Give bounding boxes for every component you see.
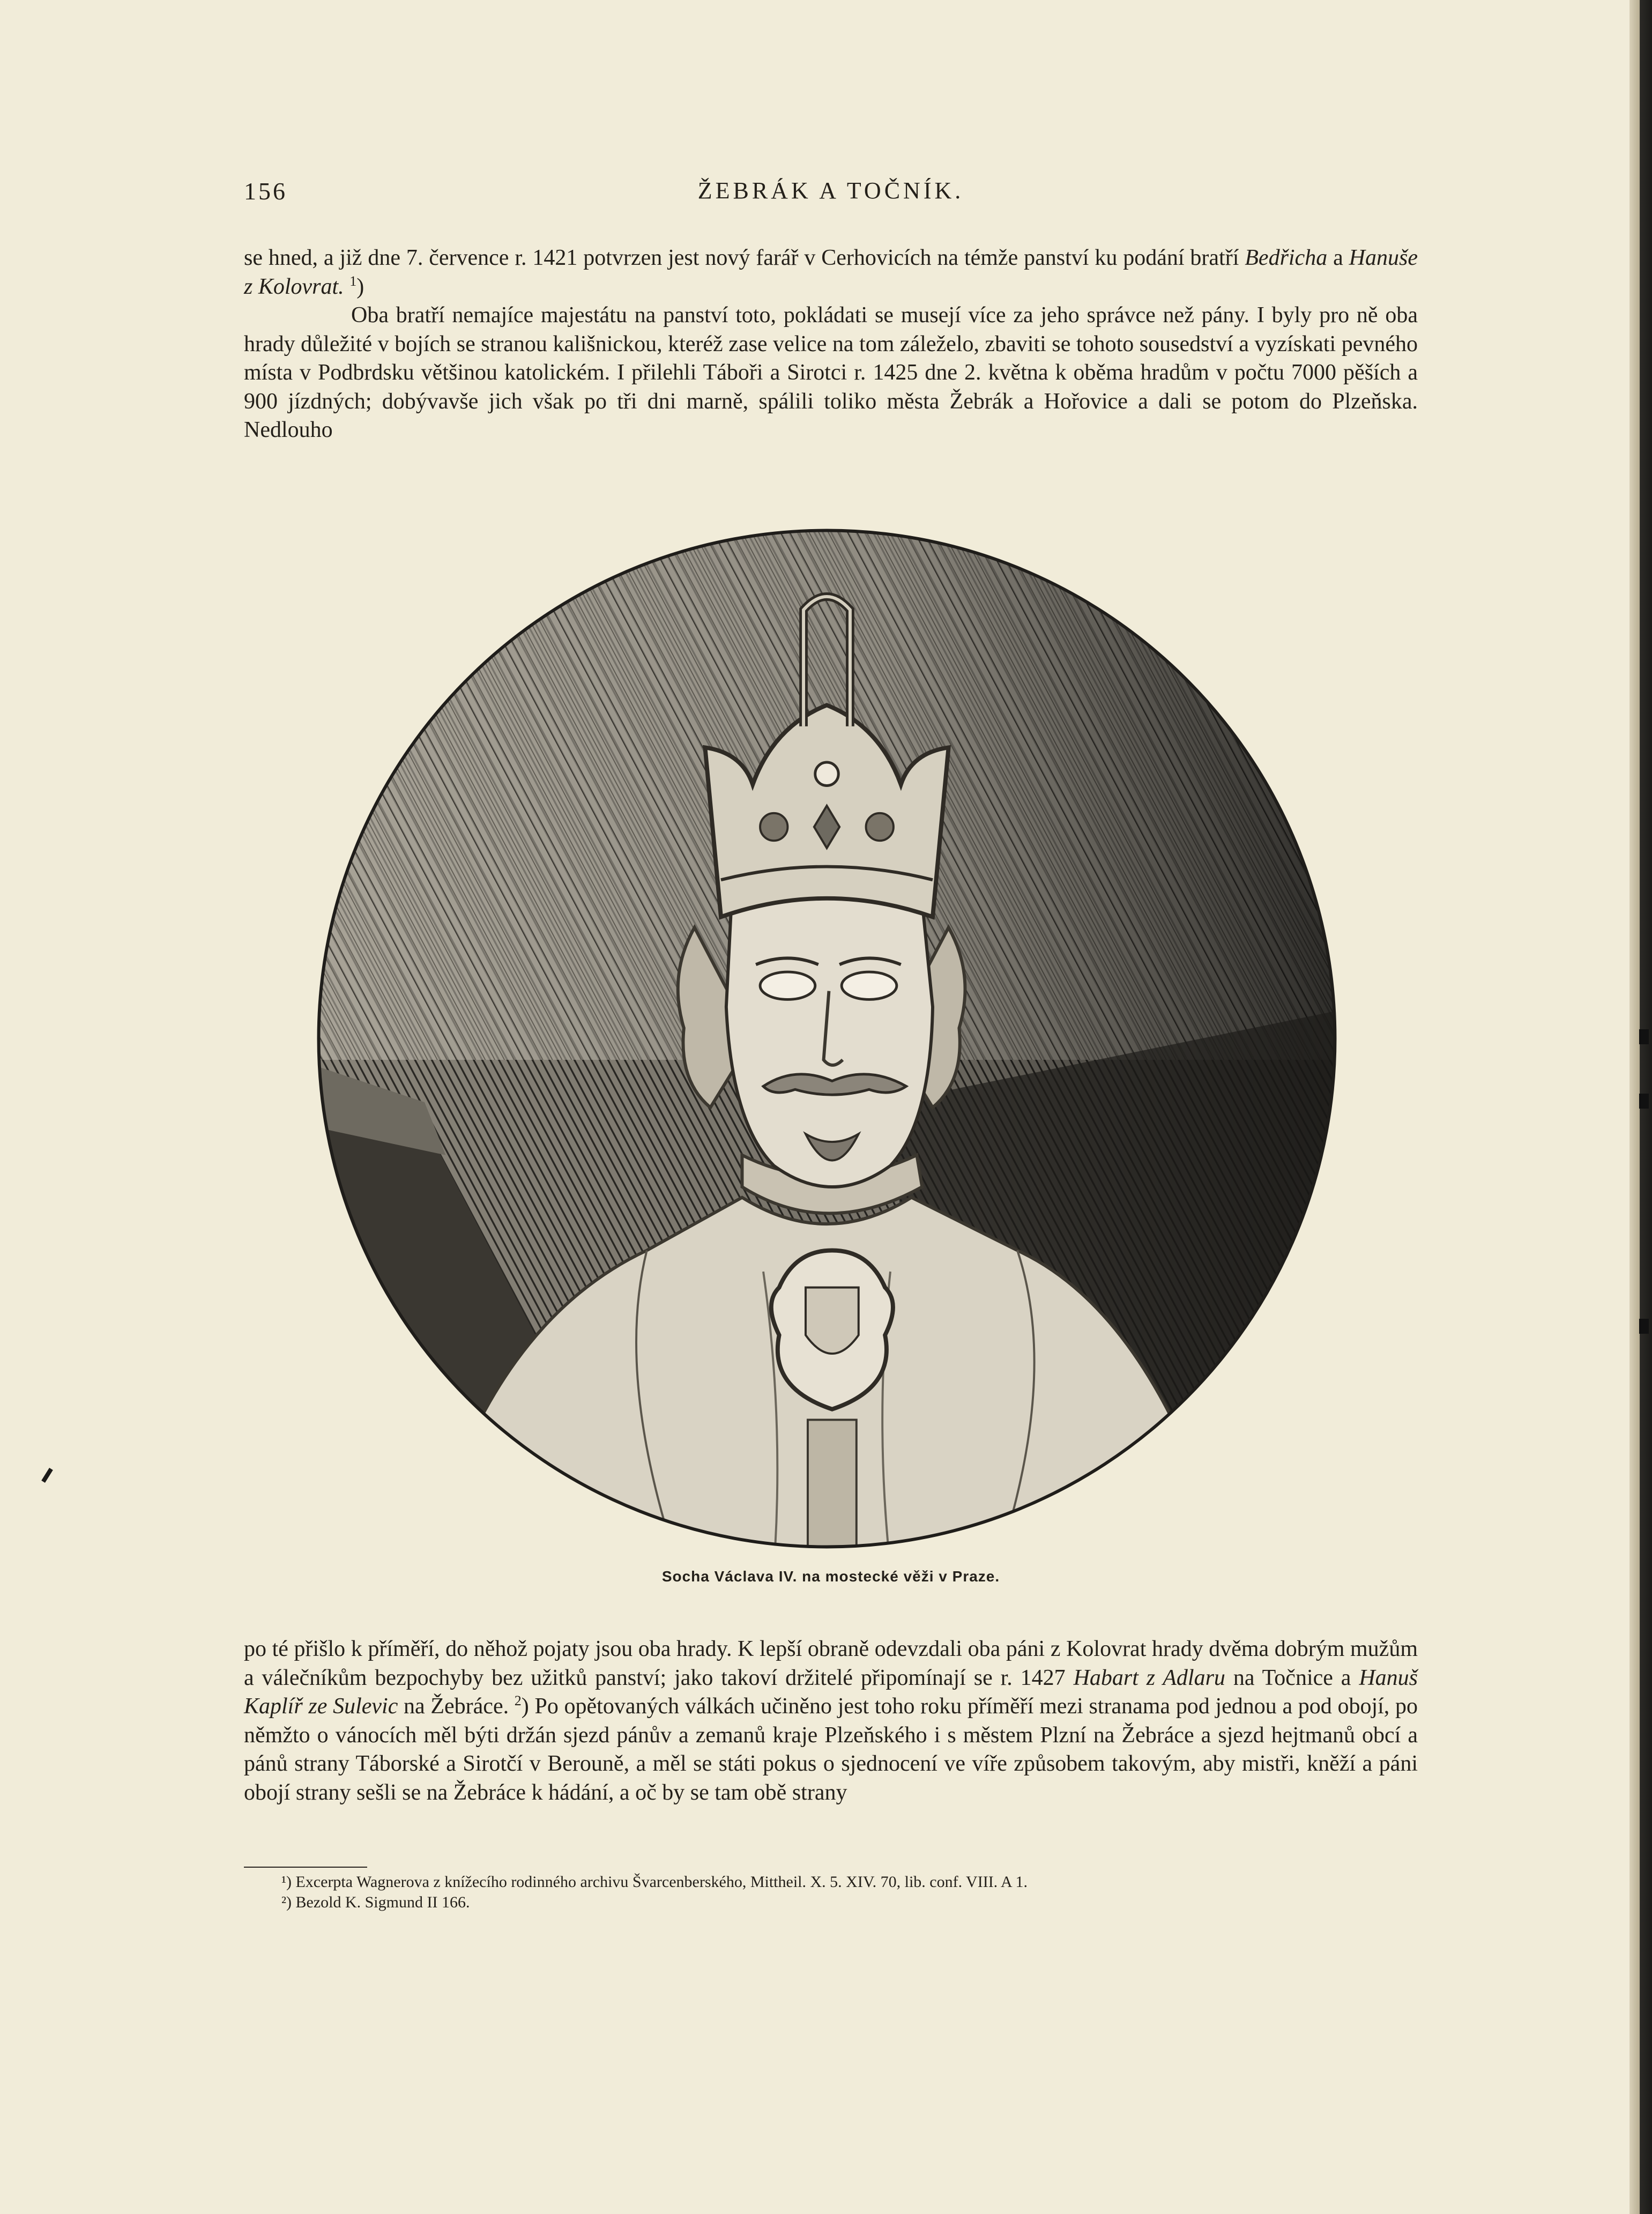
- text-run: po té přišlo k příměří, do něhož pojaty jsou oba hrady. K lepší obraně odevzdali oba páni z Kolovrat hrady dvěma dobrým mužům a válečníkům bezpochyby bez užitků panství; jako takoví držitelé připomínají se r. 1427: [244, 1637, 1418, 1690]
- person-name: Habart z Adlaru: [1073, 1665, 1225, 1690]
- footnote-ref[interactable]: 1: [349, 273, 357, 289]
- text-run: a: [1327, 246, 1349, 270]
- page-header: [244, 177, 1418, 214]
- paragraph-2: Oba bratří nemajíce majestátu na panství toto, pokládati se musejí více za jeho správce než pány. I byly pro ně oba hrady důležité v bojích se stranou kališnickou, kteréž zase velice na tom záleželo, zbaviti se tohoto sousedství a vyzískati pevného místa v Podbrdsku většinou katolickém. I přilehli Táboři a Sirotci r. 1425 dne 2. května k oběma hradům v počtu 7000 pěších a 900 jízdných; dobývavše jich však po tři dni marně, spálili toliko města Žebrák a Hořovice a dali se potom do Plzeňska. Nedlouho: [244, 303, 1418, 442]
- text-run: se hned, a již dne 7. července r. 1421 potvrzen jest nový farář v Cerhovicích na témže panství ku podání bratří: [244, 246, 1245, 270]
- text-run: ) Po opětovaných válkách učiněno jest toho roku příměří mezi stranama pod jednou a pod obojí, po němžto o vánocích měl býti držán sjezd pánův a zemanů kraje Plzeňského i s městem Plzní na Žebráce a sjezd hejtmanů obcí a pánů strany Táborské a Sirotčí v Berouně, a měl se státi pokus o sjednocení ve víře způsobem takovým, aby mistři, kněží a páni obojí strany sešli se na Žebráce k hádání, a oč by se tam obě strany: [244, 1694, 1418, 1805]
- engraving-figure: [297, 509, 1356, 1568]
- running-title: ŽEBRÁK A TOČNÍK.: [697, 177, 964, 204]
- footnote-1: ¹) Excerpta Wagnerova z knížecího rodinného archivu Švarcenberského, Mittheil. X. 5. XIV. 70, lib. conf. VIII. A 1.: [281, 1873, 1028, 1891]
- text-run: na Točnice a: [1225, 1665, 1359, 1690]
- figure-caption: Socha Václava IV. na mostecké věži v Praze.: [661, 1568, 1000, 1585]
- top-text-block: [244, 244, 1418, 445]
- person-name: Hanuše z Kolovrat.: [244, 246, 1418, 299]
- page-number: 156: [244, 177, 287, 205]
- text-run: ): [356, 274, 364, 299]
- page-edge: [1629, 0, 1652, 2214]
- footnote-ref[interactable]: 2: [514, 1693, 522, 1708]
- bottom-text-block: [244, 1635, 1418, 1807]
- edge-mark: [1639, 1029, 1649, 1044]
- edge-mark: [1639, 1319, 1649, 1334]
- person-name: Bedřicha: [1245, 246, 1328, 270]
- footnote-divider: [244, 1867, 367, 1868]
- text-run: na Žebráce.: [398, 1694, 509, 1719]
- paragraph-1: [244, 244, 1418, 301]
- edge-mark: [1639, 1094, 1649, 1109]
- stray-mark: [41, 1468, 53, 1483]
- footnotes: [244, 1872, 1418, 1913]
- person-name: Hanuš Kaplíř ze Sulevic: [244, 1665, 1418, 1719]
- footnote-2: ²) Bezold K. Sigmund II 166.: [281, 1893, 470, 1911]
- paragraph-3: [244, 1635, 1418, 1807]
